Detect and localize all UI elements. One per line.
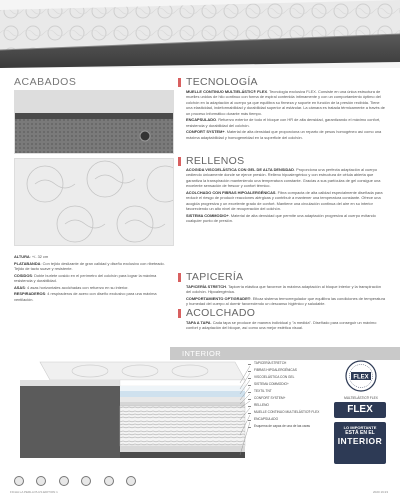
feature-icons-row (14, 473, 164, 483)
paragraph (186, 190, 386, 212)
flex-seal-caption: MULTIELÁSTIC® FLEX (344, 396, 378, 400)
rellenos-text (186, 167, 386, 225)
layer-label: TEXTIL TNT (248, 390, 330, 397)
top-fabric-swatch (14, 158, 174, 246)
feature-icon-1 (14, 476, 24, 486)
paragraph-body: . Cada tapa se produce de manera individual y "a medida". Diseñado para conseguir un máximo confort y adaptación del bloque, así como una mejor estética visual. (186, 320, 377, 331)
paragraph (186, 284, 386, 295)
paragraph-lead: ACOLCHADO CON FIBRAS HIPOALERGÉNICAS (186, 189, 276, 195)
paragraph-body: . Material de alta densidad que proporciona un reparto de pesos homogéneo así como una máxima adaptabilidad y homogeneidad en la superficie del colchón. (186, 129, 382, 140)
paragraph-lead: PLATABANDA (14, 260, 41, 266)
layer-label: Esquema de capas de una de las caras (248, 425, 330, 432)
paragraph-lead: ASAS (14, 284, 25, 290)
flex-seal-icon (345, 360, 377, 392)
paragraph (186, 129, 386, 140)
footer-left: FICHA LA PERLA PLUS EDITION 1 (10, 490, 58, 494)
paragraph-lead: ACOGIDA VISCOELÁSTICA CON GEL DE ALTA DENSIDAD (186, 167, 294, 172)
paragraph-body: . Eficaz sistema termorregulador que equilibra las condiciones de temperatura y humedad del cuerpo al dormir favoreciendo un descanso higiénico y saludable. (186, 296, 386, 307)
badge-line-2: ESTÁ EN EL (345, 430, 375, 436)
paragraph-lead: TAPICERÍA STRETCH (186, 284, 226, 289)
paragraph (14, 291, 172, 302)
layer-label: RELLENO (248, 404, 330, 411)
layer-label: FIBRAS HIPOALERGÉNICAS (248, 369, 330, 376)
paragraph-body: . Material de alta densidad que permite una adaptación progresiva al cuerpo evitando cualquier punto de presión. (186, 212, 376, 224)
feature-icon-2 (36, 476, 46, 486)
paragraph-lead: CONFORT SYSTEM+ (186, 129, 225, 135)
tecnologia-text (186, 89, 386, 141)
paragraph-lead: COMPORTAMIENTO OPTIGRADE® (186, 296, 251, 301)
paragraph (186, 320, 386, 331)
paragraph-lead: SISTEMA COMMODIO+ (186, 212, 229, 218)
layer-label: TAPICERÍA STRETCH (248, 362, 330, 369)
acolchado-heading: ACOLCHADO (186, 307, 256, 319)
paragraph (14, 285, 172, 290)
paragraph-body: . Tecnología exclusiva FLEX. Consiste en una única estructura de muelles unidos de hilo continuo con forma de espiral contenida íntimamente y con un comportamiento óptimo del colchón en la adaptación al cuerpo ya que equilibra su firmeza y soporte en función de la presión recibida. Tiene una elasticidad, indeformabilidad y durabilidad superior al estándar. La cámara es tratada térmicamente a través de un proceso informático durante más tiempo. (186, 89, 385, 116)
interior-heading-bar: INTERIOR (170, 347, 400, 360)
tecnologia-heading: TECNOLOGÍA (186, 76, 258, 88)
paragraph (14, 273, 172, 284)
feature-icon-5 (104, 476, 114, 486)
layer-label: SISTEMA COMMODIO+ (248, 383, 330, 390)
paragraph (14, 261, 172, 272)
flex-seal-text: FLEX (353, 374, 369, 381)
paragraph-lead: MUELLE CONTINUO MULTIELÁSTIC® FLEX (186, 89, 268, 94)
layer-label: VISCOELÁSTICA CON GEL (248, 376, 330, 383)
paragraph-lead: COSIDOS (14, 272, 32, 278)
tapiceria-heading: TAPICERÍA (186, 271, 244, 283)
layer-labels-list (248, 362, 330, 432)
footer-right: 2020 19:23 (372, 490, 388, 494)
paragraph-lead: RESPIRADEROS (14, 291, 46, 297)
paragraph-lead: TAPA A TAPA (186, 320, 211, 325)
feature-icon-4 (81, 476, 91, 486)
tapiceria-text (186, 284, 386, 308)
flex-logo: FLEX (334, 402, 386, 418)
paragraph-body: . Tapicería elástica que favorece la máxima adaptación al bloque interior y la transpiración del colchón. Hipoalergénica. (186, 284, 381, 295)
paragraph-body: . Fibra compacta de alta calidad especialmente diseñada para reducir el riesgo de producir reacciones alérgicas y contribuir a mantener una temperatura constante. Ofrece una acogida progresiva y un excelente grado de confort. Mantiene una circulación continua del aire en su interior favoreciendo un alto nivel de recuperación del colchón. (186, 189, 383, 212)
paragraph (186, 167, 386, 189)
mattress-top-image (0, 0, 400, 68)
acabados-heading: ACABADOS (14, 76, 77, 88)
badge-line-3: INTERIOR (337, 436, 383, 446)
paragraph-body: : Doble burlete cosido en el perímetro del colchón para lograr la máxima resistencia y durabilidad. (14, 272, 157, 283)
paragraph (186, 117, 386, 128)
paragraph (186, 296, 386, 307)
paragraph-lead: ALTURA (14, 254, 30, 259)
acolchado-text (186, 320, 386, 332)
layer-label: CONFORT SYSTEM+ (248, 397, 330, 404)
paragraph (14, 254, 172, 259)
paragraph-body: . Proporciona una perfecta adaptación al cuerpo cediendo únicamente donde se ejerce presión. Relleno hipoalergénico y con estructura de célula abierta que garantiza la transpiración manteniendo una temperatura constante. Gracias a sus partículas de gel consigue una excelente sensación de frescor y confort térmico. (186, 167, 381, 189)
interior-badge (334, 422, 386, 464)
layer-label: MUELLE CONTINUO MULTIELÁSTIC® FLEX (248, 411, 330, 418)
paragraph-body: : Con tejido deslizante de gran calidad y diseño exclusivo con ribeteado. Tejido de tacto suave y resistente. (14, 260, 165, 271)
paragraph-lead: ENCAPSULADO (186, 117, 217, 123)
paragraph (186, 213, 386, 224)
mattress-top-photo (0, 0, 400, 68)
feature-icon-6 (126, 476, 136, 486)
acabados-text (14, 254, 172, 303)
paragraph-body: : 4 respiraderos de acero con diseño exclusivo para una máxima ventilación. (14, 291, 157, 302)
layer-label: ENCAPSULADO (248, 418, 330, 425)
paragraph-body: : 4 asas horizontales acolchadas con refuerzo en su interior. (24, 284, 129, 290)
paragraph-body: . Refuerzo exterior de todo el bloque con HR de alta densidad, garantizando el máximo confort, resistencia y durabilidad del colchón. (186, 117, 381, 128)
badge-line-1: LO IMPORTANTE (343, 425, 377, 430)
side-fabric-swatch (14, 90, 174, 154)
paragraph-body: : +/- 32 cm (29, 254, 49, 259)
rellenos-heading: RELLENOS (186, 155, 245, 167)
feature-icon-3 (59, 476, 69, 486)
paragraph (186, 89, 386, 116)
